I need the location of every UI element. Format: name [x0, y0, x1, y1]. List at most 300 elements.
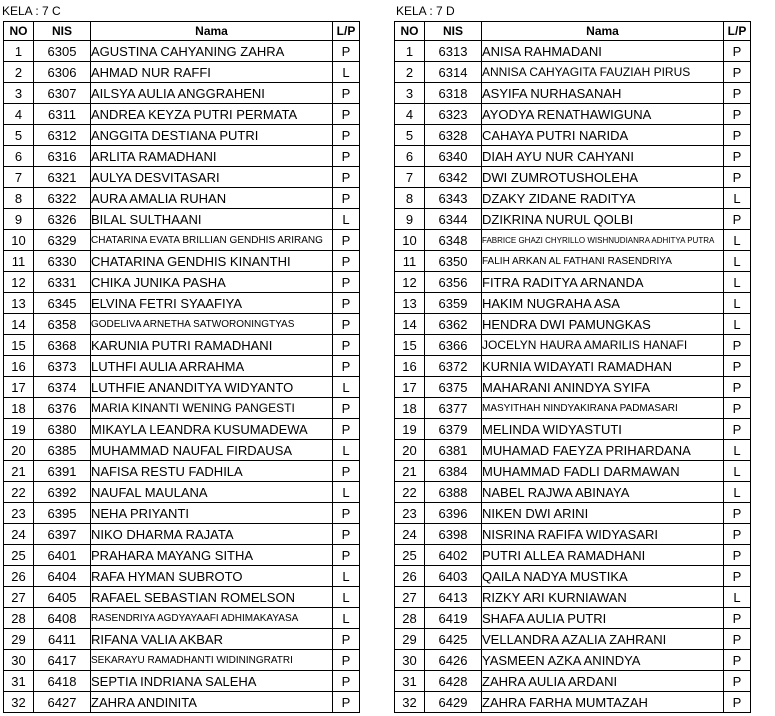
cell-name: NAFISA RESTU FADHILA: [91, 461, 333, 482]
table-row: [4, 83, 360, 104]
cell-no: 1: [4, 41, 34, 62]
cell-nis: 6344: [425, 209, 482, 230]
cell-lp: L: [724, 293, 751, 314]
cell-nis: 6408: [34, 608, 91, 629]
cell-no: 7: [395, 167, 425, 188]
cell-no: 7: [4, 167, 34, 188]
cell-name: MELINDA WIDYASTUTI: [482, 419, 724, 440]
cell-name: ANGGITA DESTIANA PUTRI: [91, 125, 333, 146]
cell-no: 32: [395, 692, 425, 713]
cell-no: 10: [4, 230, 34, 251]
cell-lp: P: [724, 545, 751, 566]
cell-name: RAFAEL SEBASTIAN ROMELSON: [91, 587, 333, 608]
table-row: [4, 209, 360, 230]
cell-lp: P: [333, 314, 360, 335]
cell-name: AURA AMALIA RUHAN: [91, 188, 333, 209]
cell-no: 25: [4, 545, 34, 566]
cell-lp: P: [333, 230, 360, 251]
cell-lp: P: [724, 503, 751, 524]
cell-name: ANISA RAHMADANI: [482, 41, 724, 62]
table-row: [395, 41, 751, 62]
cell-no: 22: [4, 482, 34, 503]
cell-lp: P: [724, 671, 751, 692]
cell-name: KARUNIA PUTRI RAMADHANI: [91, 335, 333, 356]
table-row: [4, 398, 360, 419]
cell-no: 21: [4, 461, 34, 482]
cell-lp: L: [333, 587, 360, 608]
table-row: [4, 650, 360, 671]
cell-lp: P: [333, 251, 360, 272]
cell-no: 32: [4, 692, 34, 713]
header-no: NO: [395, 22, 425, 41]
cell-lp: L: [333, 62, 360, 83]
cell-lp: L: [333, 566, 360, 587]
cell-name: MUHAMAD FAEYZA PRIHARDANA: [482, 440, 724, 461]
cell-name: RIFANA VALIA AKBAR: [91, 629, 333, 650]
cell-name: CHATARINA GENDHIS KINANTHI: [91, 251, 333, 272]
cell-no: 8: [4, 188, 34, 209]
cell-name: AGUSTINA CAHYANING ZAHRA: [91, 41, 333, 62]
cell-nis: 6311: [34, 104, 91, 125]
cell-no: 4: [395, 104, 425, 125]
header-no: NO: [4, 22, 34, 41]
cell-nis: 6397: [34, 524, 91, 545]
cell-lp: L: [333, 482, 360, 503]
cell-name: ZAHRA FARHA MUMTAZAH: [482, 692, 724, 713]
table-row: [395, 188, 751, 209]
cell-name: SHAFA AULIA PUTRI: [482, 608, 724, 629]
student-table: [3, 21, 360, 713]
cell-no: 10: [395, 230, 425, 251]
cell-lp: L: [724, 461, 751, 482]
cell-name: ZAHRA ANDINITA: [91, 692, 333, 713]
table-row: [4, 419, 360, 440]
cell-nis: 6305: [34, 41, 91, 62]
table-row: [395, 440, 751, 461]
cell-name: NEHA PRIYANTI: [91, 503, 333, 524]
cell-no: 11: [4, 251, 34, 272]
cell-nis: 6379: [425, 419, 482, 440]
cell-nis: 6314: [425, 62, 482, 83]
cell-name: MUHAMMAD FADLI DARMAWAN: [482, 461, 724, 482]
cell-nis: 6307: [34, 83, 91, 104]
cell-lp: P: [333, 293, 360, 314]
cell-nis: 6429: [425, 692, 482, 713]
table-row: [395, 293, 751, 314]
cell-nis: 6419: [425, 608, 482, 629]
table-row: [395, 377, 751, 398]
cell-name: RASENDRIYA AGDYAYAAFI ADHIMAKAYASA: [91, 608, 333, 629]
cell-nis: 6374: [34, 377, 91, 398]
cell-lp: P: [724, 524, 751, 545]
cell-nis: 6375: [425, 377, 482, 398]
table-row: [395, 503, 751, 524]
cell-no: 13: [395, 293, 425, 314]
cell-no: 3: [4, 83, 34, 104]
cell-no: 17: [4, 377, 34, 398]
cell-nis: 6411: [34, 629, 91, 650]
cell-lp: P: [333, 461, 360, 482]
cell-lp: P: [333, 41, 360, 62]
table-row: [395, 251, 751, 272]
cell-nis: 6312: [34, 125, 91, 146]
cell-name: DIAH AYU NUR CAHYANI: [482, 146, 724, 167]
table-row: [4, 314, 360, 335]
table-row: [395, 650, 751, 671]
cell-lp: L: [724, 440, 751, 461]
cell-name: SEPTIA INDRIANA SALEHA: [91, 671, 333, 692]
cell-lp: P: [333, 545, 360, 566]
table-row: [395, 314, 751, 335]
cell-nis: 6348: [425, 230, 482, 251]
header-nis: NIS: [34, 22, 91, 41]
cell-name: BILAL SULTHAANI: [91, 209, 333, 230]
table-row: [395, 461, 751, 482]
cell-no: 20: [4, 440, 34, 461]
cell-nis: 6413: [425, 587, 482, 608]
cell-no: 21: [395, 461, 425, 482]
cell-no: 9: [4, 209, 34, 230]
table-row: [4, 482, 360, 503]
cell-no: 23: [4, 503, 34, 524]
class-label: KELA : 7 C: [2, 4, 61, 18]
cell-no: 26: [395, 566, 425, 587]
table-row: [4, 356, 360, 377]
cell-lp: L: [333, 209, 360, 230]
cell-nis: 6405: [34, 587, 91, 608]
table-row: [4, 125, 360, 146]
cell-name: VELLANDRA AZALIA ZAHRANI: [482, 629, 724, 650]
table-row: [395, 587, 751, 608]
cell-nis: 6372: [425, 356, 482, 377]
cell-nis: 6306: [34, 62, 91, 83]
cell-name: RIZKY ARI KURNIAWAN: [482, 587, 724, 608]
cell-nis: 6391: [34, 461, 91, 482]
cell-lp: P: [724, 146, 751, 167]
cell-lp: P: [333, 146, 360, 167]
cell-no: 5: [4, 125, 34, 146]
table-row: [395, 419, 751, 440]
table-row: [395, 629, 751, 650]
cell-name: AHMAD NUR RAFFI: [91, 62, 333, 83]
cell-nis: 6362: [425, 314, 482, 335]
cell-no: 24: [395, 524, 425, 545]
cell-nis: 6323: [425, 104, 482, 125]
cell-name: PRAHARA MAYANG SITHA: [91, 545, 333, 566]
cell-name: ASYIFA NURHASANAH: [482, 83, 724, 104]
cell-lp: L: [724, 272, 751, 293]
cell-name: KURNIA WIDAYATI RAMADHAN: [482, 356, 724, 377]
cell-nis: 6388: [425, 482, 482, 503]
cell-nis: 6356: [425, 272, 482, 293]
table-row: [4, 503, 360, 524]
cell-name: QAILA NADYA MUSTIKA: [482, 566, 724, 587]
cell-lp: P: [333, 356, 360, 377]
cell-nis: 6418: [34, 671, 91, 692]
cell-lp: P: [333, 272, 360, 293]
cell-name: FITRA RADITYA ARNANDA: [482, 272, 724, 293]
cell-name: DZIKRINA NURUL QOLBI: [482, 209, 724, 230]
table-row: [395, 671, 751, 692]
cell-nis: 6331: [34, 272, 91, 293]
cell-no: 8: [395, 188, 425, 209]
cell-lp: L: [724, 251, 751, 272]
cell-lp: P: [333, 188, 360, 209]
cell-nis: 6343: [425, 188, 482, 209]
cell-lp: P: [333, 503, 360, 524]
cell-no: 30: [395, 650, 425, 671]
table-row: [395, 545, 751, 566]
cell-nis: 6322: [34, 188, 91, 209]
cell-nis: 6326: [34, 209, 91, 230]
cell-nis: 6329: [34, 230, 91, 251]
cell-nis: 6368: [34, 335, 91, 356]
cell-lp: L: [724, 587, 751, 608]
table-row: [395, 62, 751, 83]
cell-nis: 6426: [425, 650, 482, 671]
cell-lp: L: [724, 188, 751, 209]
cell-nis: 6358: [34, 314, 91, 335]
cell-name: ELVINA FETRI SYAAFIYA: [91, 293, 333, 314]
cell-no: 14: [4, 314, 34, 335]
cell-no: 15: [395, 335, 425, 356]
cell-name: SEKARAYU RAMADHANTI WIDININGRATRI: [91, 650, 333, 671]
cell-name: AULYA DESVITASARI: [91, 167, 333, 188]
table-row: [395, 524, 751, 545]
cell-name: FABRICE GHAZI CHYRILLO WISHNUDIANRA ADHITYA PUTRA: [482, 230, 724, 251]
cell-nis: 6402: [425, 545, 482, 566]
cell-no: 6: [4, 146, 34, 167]
cell-nis: 6396: [425, 503, 482, 524]
cell-nis: 6403: [425, 566, 482, 587]
cell-lp: P: [724, 419, 751, 440]
cell-lp: P: [724, 41, 751, 62]
table-row: [395, 398, 751, 419]
cell-no: 4: [4, 104, 34, 125]
table-row: [4, 587, 360, 608]
cell-name: YASMEEN AZKA ANINDYA: [482, 650, 724, 671]
table-row: [4, 104, 360, 125]
cell-name: JOCELYN HAURA AMARILIS HANAFI: [482, 335, 724, 356]
cell-name: GODELIVA ARNETHA SATWORONINGTYAS: [91, 314, 333, 335]
table-row: [4, 377, 360, 398]
cell-lp: L: [724, 230, 751, 251]
cell-nis: 6395: [34, 503, 91, 524]
cell-nis: 6401: [34, 545, 91, 566]
table-row: [4, 251, 360, 272]
table-row: [395, 335, 751, 356]
cell-no: 16: [395, 356, 425, 377]
cell-no: 29: [395, 629, 425, 650]
cell-no: 3: [395, 83, 425, 104]
cell-name: RAFA HYMAN SUBROTO: [91, 566, 333, 587]
cell-nis: 6342: [425, 167, 482, 188]
cell-lp: P: [724, 209, 751, 230]
cell-name: LUTHFI AULIA ARRAHMA: [91, 356, 333, 377]
student-table: [394, 21, 751, 713]
cell-lp: P: [724, 566, 751, 587]
table-row: [4, 62, 360, 83]
cell-nis: 6377: [425, 398, 482, 419]
table-row: [4, 188, 360, 209]
cell-name: NABEL RAJWA ABINAYA: [482, 482, 724, 503]
cell-nis: 6366: [425, 335, 482, 356]
cell-no: 30: [4, 650, 34, 671]
table-row: [4, 41, 360, 62]
cell-lp: P: [724, 356, 751, 377]
cell-name: HAKIM NUGRAHA ASA: [482, 293, 724, 314]
cell-no: 1: [395, 41, 425, 62]
cell-nis: 6398: [425, 524, 482, 545]
table-row: [395, 566, 751, 587]
table-row: [4, 566, 360, 587]
cell-no: 17: [395, 377, 425, 398]
cell-no: 18: [4, 398, 34, 419]
cell-no: 28: [4, 608, 34, 629]
cell-lp: L: [333, 440, 360, 461]
cell-lp: P: [724, 125, 751, 146]
cell-no: 14: [395, 314, 425, 335]
cell-no: 18: [395, 398, 425, 419]
cell-no: 31: [395, 671, 425, 692]
cell-no: 27: [4, 587, 34, 608]
cell-no: 12: [4, 272, 34, 293]
cell-lp: P: [333, 419, 360, 440]
cell-no: 12: [395, 272, 425, 293]
cell-nis: 6404: [34, 566, 91, 587]
table-row: [4, 545, 360, 566]
cell-no: 15: [4, 335, 34, 356]
cell-nis: 6345: [34, 293, 91, 314]
cell-name: ANNISA CAHYAGITA FAUZIAH PIRUS: [482, 62, 724, 83]
cell-no: 28: [395, 608, 425, 629]
cell-nis: 6380: [34, 419, 91, 440]
table-row: [395, 104, 751, 125]
cell-no: 25: [395, 545, 425, 566]
cell-name: AILSYA AULIA ANGGRAHENI: [91, 83, 333, 104]
cell-nis: 6318: [425, 83, 482, 104]
cell-name: ARLITA RAMADHANI: [91, 146, 333, 167]
cell-lp: P: [724, 104, 751, 125]
table-row: [395, 230, 751, 251]
cell-lp: P: [724, 629, 751, 650]
cell-lp: P: [333, 629, 360, 650]
cell-lp: P: [333, 398, 360, 419]
cell-nis: 6316: [34, 146, 91, 167]
table-row: [4, 335, 360, 356]
table-row: [395, 272, 751, 293]
cell-no: 22: [395, 482, 425, 503]
cell-lp: P: [724, 62, 751, 83]
cell-name: NISRINA RAFIFA WIDYASARI: [482, 524, 724, 545]
cell-name: NIKEN DWI ARINI: [482, 503, 724, 524]
table-row: [4, 692, 360, 713]
header-nis: NIS: [425, 22, 482, 41]
cell-lp: P: [724, 398, 751, 419]
table-row: [4, 608, 360, 629]
table-row: [4, 272, 360, 293]
cell-lp: L: [333, 608, 360, 629]
cell-name: MUHAMMAD NAUFAL FIRDAUSA: [91, 440, 333, 461]
table-row: [4, 671, 360, 692]
cell-name: NIKO DHARMA RAJATA: [91, 524, 333, 545]
cell-nis: 6313: [425, 41, 482, 62]
cell-nis: 6384: [425, 461, 482, 482]
header-lp: L/P: [333, 22, 360, 41]
cell-name: FALIH ARKAN AL FATHANI RASENDRIYA: [482, 251, 724, 272]
table-row: [4, 461, 360, 482]
cell-no: 26: [4, 566, 34, 587]
header-name: Nama: [482, 22, 724, 41]
table-row: [4, 440, 360, 461]
table-row: [395, 209, 751, 230]
cell-lp: P: [724, 377, 751, 398]
cell-no: 31: [4, 671, 34, 692]
cell-lp: P: [333, 524, 360, 545]
table-header-row: [395, 22, 751, 41]
table-row: [395, 167, 751, 188]
cell-name: DWI ZUMROTUSHOLEHA: [482, 167, 724, 188]
cell-nis: 6381: [425, 440, 482, 461]
cell-nis: 6359: [425, 293, 482, 314]
table-row: [395, 482, 751, 503]
cell-lp: P: [333, 650, 360, 671]
cell-name: PUTRI ALLEA RAMADHANI: [482, 545, 724, 566]
cell-no: 16: [4, 356, 34, 377]
cell-nis: 6385: [34, 440, 91, 461]
cell-nis: 6328: [425, 125, 482, 146]
cell-nis: 6425: [425, 629, 482, 650]
cell-nis: 6417: [34, 650, 91, 671]
cell-name: MAHARANI ANINDYA SYIFA: [482, 377, 724, 398]
cell-nis: 6428: [425, 671, 482, 692]
cell-name: MARIA KINANTI WENING PANGESTI: [91, 398, 333, 419]
table-header-row: [4, 22, 360, 41]
cell-nis: 6427: [34, 692, 91, 713]
cell-lp: L: [724, 482, 751, 503]
table-row: [395, 356, 751, 377]
cell-lp: P: [724, 608, 751, 629]
cell-nis: 6321: [34, 167, 91, 188]
cell-nis: 6376: [34, 398, 91, 419]
cell-no: 11: [395, 251, 425, 272]
table-row: [4, 524, 360, 545]
cell-lp: P: [333, 335, 360, 356]
cell-name: LUTHFIE ANANDITYA WIDYANTO: [91, 377, 333, 398]
cell-lp: P: [333, 125, 360, 146]
header-name: Nama: [91, 22, 333, 41]
cell-no: 13: [4, 293, 34, 314]
table-row: [395, 125, 751, 146]
cell-nis: 6350: [425, 251, 482, 272]
cell-name: NAUFAL MAULANA: [91, 482, 333, 503]
cell-name: CAHAYA PUTRI NARIDA: [482, 125, 724, 146]
cell-lp: P: [333, 167, 360, 188]
cell-name: DZAKY ZIDANE RADITYA: [482, 188, 724, 209]
cell-nis: 6340: [425, 146, 482, 167]
cell-no: 19: [395, 419, 425, 440]
table-row: [4, 146, 360, 167]
class-label: KELA : 7 D: [396, 4, 455, 18]
cell-name: HENDRA DWI PAMUNGKAS: [482, 314, 724, 335]
cell-no: 23: [395, 503, 425, 524]
cell-lp: P: [724, 692, 751, 713]
cell-no: 9: [395, 209, 425, 230]
table-row: [395, 608, 751, 629]
table-row: [4, 629, 360, 650]
cell-lp: P: [724, 650, 751, 671]
cell-lp: L: [724, 314, 751, 335]
